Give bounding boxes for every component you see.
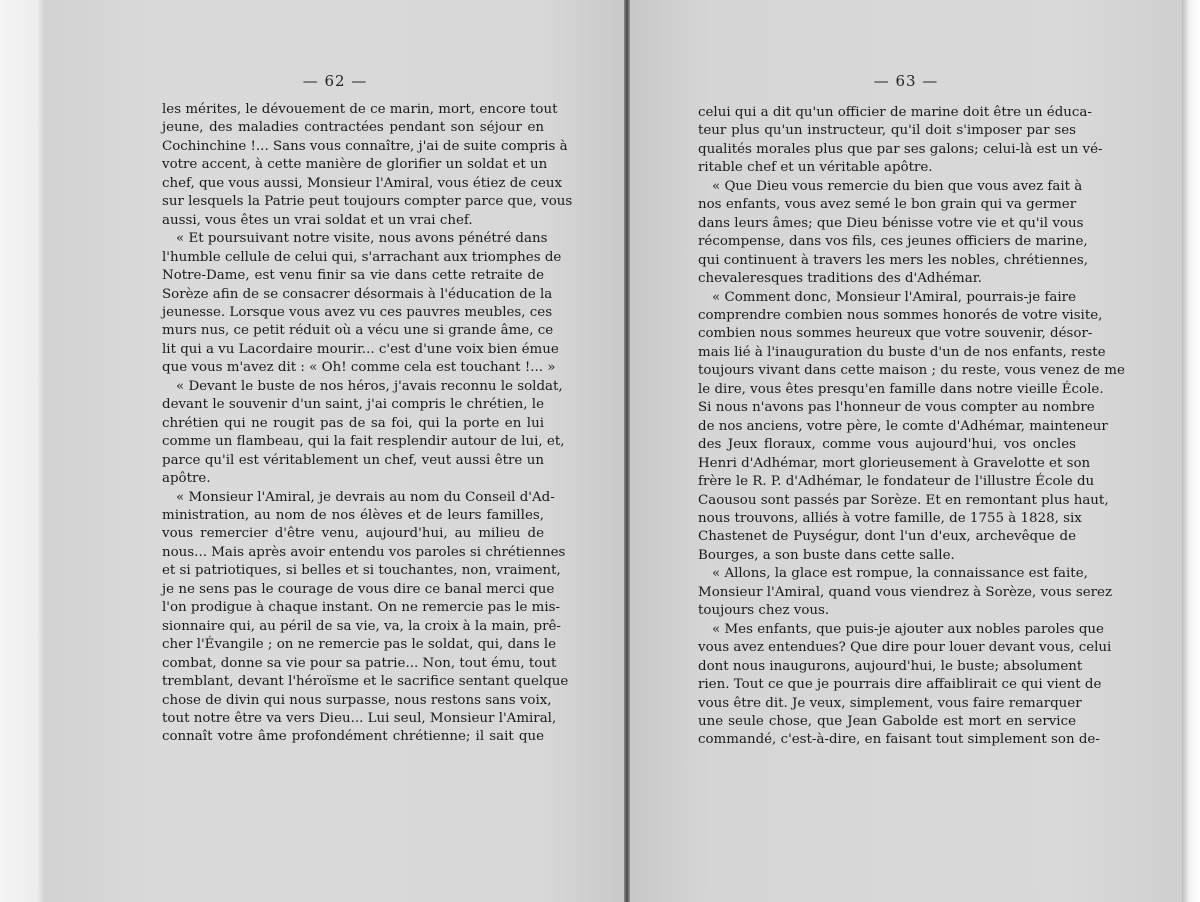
text-line: « Comment donc, Monsieur l'Amiral, pourrais-je faire xyxy=(712,289,1076,305)
text-line: et si patriotiques, si belles et si touchantes, non, vraiment, xyxy=(162,563,561,579)
scan-margin-left xyxy=(0,0,46,902)
text-line: teur plus qu'un instructeur, qu'il doit s'imposer par ses xyxy=(698,123,1076,139)
text-line: cher l'Évangile ; on ne remercie pas le soldat, qui, dans le xyxy=(162,637,557,653)
scan-margin-right xyxy=(1182,0,1200,902)
text-line: murs nus, ce petit réduit où a vécu une si grande âme, ce xyxy=(162,323,554,339)
text-line: « Et poursuivant notre visite, nous avons pénétré dans xyxy=(176,231,548,247)
text-line: « Que Dieu vous remercie du bien que vous avez fait à xyxy=(712,178,1083,194)
text-line: ritable chef et un véritable apôtre. xyxy=(698,160,933,176)
text-line: « Monsieur l'Amiral, je devrais au nom du Conseil d'Ad- xyxy=(176,489,555,505)
text-line: des Jeux floraux, comme vous aujourd'hui, vos oncles xyxy=(698,437,1076,453)
text-line: qualités morales plus que par ses galons; celui-là est un vé- xyxy=(698,141,1103,157)
text-line: tremblant, devant l'héroïsme et le sacrifice sentant quelque xyxy=(162,674,569,690)
text-line: apôtre. xyxy=(162,471,211,487)
text-line: mais lié à l'inauguration du buste d'un de nos enfants, reste xyxy=(698,344,1106,360)
text-line: nous trouvons, alliés à votre famille, de 1755 à 1828, six xyxy=(698,510,1082,526)
text-line: Notre-Dame, est venu finir sa vie dans cette retraite de xyxy=(162,268,544,284)
left-page xyxy=(46,0,624,902)
page-number-left: — 62 — xyxy=(302,72,368,90)
text-line: combat, donne sa vie pour sa patrie... Non, tout ému, tout xyxy=(162,655,557,671)
text-line: Henri d'Adhémar, mort glorieusement à Gravelotte et son xyxy=(698,455,1091,471)
text-line: connaît votre âme profondément chrétienne; il sait que xyxy=(162,729,544,745)
text-line: sur lesquels la Patrie peut toujours compter parce que, vous xyxy=(162,194,573,210)
text-line: comme un flambeau, qui la fait resplendir autour de lui, et, xyxy=(162,434,565,450)
text-line: « Allons, la glace est rompue, la connaissance est faite, xyxy=(712,566,1088,582)
text-line: récompense, dans vos fils, ces jeunes officiers de marine, xyxy=(698,234,1088,250)
text-line: Monsieur l'Amiral, quand vous viendrez à Sorèze, vous serez xyxy=(698,584,1113,600)
text-line: jeunesse. Lorsque vous avez vu ces pauvres meubles, ces xyxy=(162,304,553,320)
text-line: vous être dit. Je veux, simplement, vous faire remarquer xyxy=(698,695,1082,711)
text-line: votre accent, à cette manière de glorifier un soldat et un xyxy=(162,157,548,173)
text-line: toujours chez vous. xyxy=(698,603,830,619)
text-line: combien nous sommes heureux que votre souvenir, désor- xyxy=(698,326,1093,342)
text-line: que vous m'avez dit : « Oh! comme cela est touchant !... » xyxy=(162,360,556,376)
text-line: je ne sens pas le courage de vous dire ce banal merci que xyxy=(162,581,555,597)
text-line: comprendre combien nous sommes honorés de votre visite, xyxy=(698,307,1103,323)
text-line: « Mes enfants, que puis-je ajouter aux nobles paroles que xyxy=(712,621,1104,637)
text-line: chrétien qui ne rougit pas de sa foi, qui la porte en lui xyxy=(162,415,544,431)
text-line: commandé, c'est-à-dire, en faisant tout simplement son de- xyxy=(698,732,1100,748)
right-page xyxy=(630,0,1182,902)
text-line: sionnaire qui, au péril de sa vie, va, la croix à la main, prê- xyxy=(162,618,561,634)
text-line: parce qu'il est véritablement un chef, veut aussi être un xyxy=(162,452,544,468)
text-line: dont nous inaugurons, aujourd'hui, le buste; absolument xyxy=(698,658,1083,674)
text-line: Cochinchine !... Sans vous connaître, j'ai de suite compris à xyxy=(162,138,568,154)
text-line: lit qui a vu Lacordaire mourir... c'est d'une voix bien émue xyxy=(162,341,559,357)
text-line: l'on prodigue à chaque instant. On ne remercie pas le mis- xyxy=(162,600,561,616)
text-line: Chastenet de Puységur, dont l'un d'eux, archevêque de xyxy=(698,529,1076,545)
text-line: le dire, vous êtes presqu'en famille dans notre vieille École. xyxy=(698,381,1104,397)
text-line: tout notre être va vers Dieu... Lui seul, Monsieur l'Amiral, xyxy=(162,710,557,726)
text-line: qui continuent à travers les mers les nobles, chrétiennes, xyxy=(698,252,1089,268)
text-line: frère le R. P. d'Adhémar, le fondateur de l'illustre École du xyxy=(698,474,1095,490)
text-line: nous... Mais après avoir entendu vos paroles si chrétiennes xyxy=(162,544,566,560)
text-line: aussi, vous êtes un vrai soldat et un vrai chef. xyxy=(162,212,473,228)
left-page-text xyxy=(162,101,573,747)
text-line: Bourges, a son buste dans cette salle. xyxy=(698,547,955,563)
text-line: chef, que vous aussi, Monsieur l'Amiral, vous étiez de ceux xyxy=(162,175,563,191)
text-line: Sorèze afin de se consacrer désormais à l'éducation de la xyxy=(162,286,553,302)
page-number-right: — 63 — xyxy=(873,72,939,90)
text-line: toujours vivant dans cette maison ; du reste, vous venez de me xyxy=(698,363,1125,379)
text-line: l'humble cellule de celui qui, s'arrachant aux triomphes de xyxy=(162,249,562,265)
text-line: une seule chose, que Jean Gabolde est mort en service xyxy=(698,713,1076,729)
text-line: « Devant le buste de nos héros, j'avais reconnu le soldat, xyxy=(176,378,563,394)
text-line: dans leurs âmes; que Dieu bénisse votre vie et qu'il vous xyxy=(698,215,1084,231)
text-line: chose de divin qui nous surpasse, nous restons sans voix, xyxy=(162,692,552,708)
text-line: rien. Tout ce que je pourrais dire affaiblirait ce qui vient de xyxy=(698,677,1102,693)
text-line: vous avez entendues? Que dire pour louer devant vous, celui xyxy=(698,640,1112,656)
text-line: Caousou sont passés par Sorèze. Et en remontant plus haut, xyxy=(698,492,1109,508)
text-line: nos enfants, vous avez semé le bon grain qui va germer xyxy=(698,197,1077,213)
text-line: chevaleresques traditions des d'Adhémar. xyxy=(698,271,982,287)
right-page-text xyxy=(698,104,1125,750)
text-line: les mérites, le dévouement de ce marin, mort, encore tout xyxy=(162,102,558,117)
text-line: jeune, des maladies contractées pendant son séjour en xyxy=(162,120,544,136)
text-line: vous remercier d'être venu, aujourd'hui, au milieu de xyxy=(162,526,544,542)
text-line: Si nous n'avons pas l'honneur de vous compter au nombre xyxy=(698,400,1095,416)
text-line: ministration, au nom de nos élèves et de leurs familles, xyxy=(162,507,544,523)
text-line: devant le souvenir d'un saint, j'ai compris le chrétien, le xyxy=(162,397,544,413)
text-line: de nos anciens, votre père, le comte d'Adhémar, mainteneur xyxy=(698,418,1108,434)
text-line: celui qui a dit qu'un officier de marine doit être un éduca- xyxy=(698,105,1092,120)
